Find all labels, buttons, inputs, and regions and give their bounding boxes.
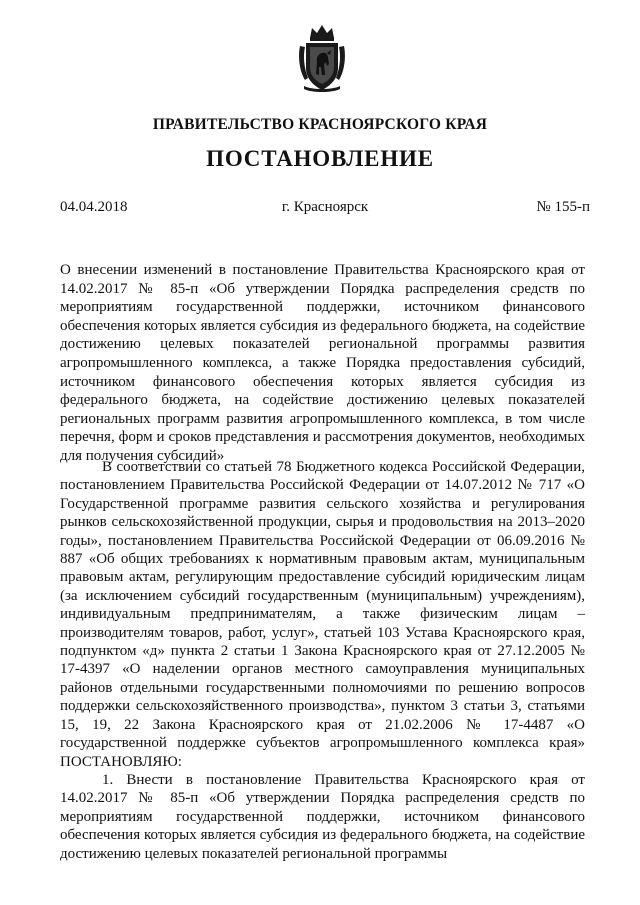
document-city: г. Красноярск [281,199,369,215]
coat-of-arms-icon [296,22,348,94]
preamble-paragraph: В соответствии со статьей 78 Бюджетного кодекса Российской Федерации, постановлением Правительства Российской Федерации от 14.07.2012 № 717 «О Государственной программе развития сельского хозяйства и регулирования рынков сельскохозяйственной продукции, сырья и продовольствия на 2013–2020 годы», постановлением Правительства Российской Федерации от 06.09.2016 № 887 «Об общих требованиях к нормативным правовым актам, муниципальным правовым актам, регулирующим предоставление субсидий юридическим лицам (за исключением субсидий государственным (муниципальным) учреждениям), индивидуальным предпринимателям, а также физическим лицам – производителям товаров, работ, услуг», статьей 103 Устава Красноярского края, подпунктом «д» пункта 2 статьи 1 Закона Красноярского края от 27.12.2005 № 17-4397 «О наделении органов местного самоуправления муниципальных районов отдельными государственными полномочиями по решению вопросов поддержки сельскохозяйственного производства», пунктом 3 статьи 3, статьями 15, 19, 22 Закона Красноярского края от 21.02.2006 № 17-4487 «О государственной поддержке субъектов агропромышленного комплекса края» ПОСТАНОВЛЯЮ: [60,459,585,770]
document-body [60,458,585,863]
document-date: 04.04.2018 [60,199,128,215]
document-type-title: ПОСТАНОВЛЕНИЕ [206,146,434,171]
government-name: ПРАВИТЕЛЬСТВО КРАСНОЯРСКОГО КРАЯ [152,116,488,133]
document-meta-row [60,199,590,219]
document-number: № 155-п [536,199,590,215]
document-subject: О внесении изменений в постановление Правительства Красноярского края от 14.02.2017 № 85-п «Об утверждении Порядка распределения средств по мероприятиям государственной поддержки, источником финансового обеспечения которых является субсидия из федерального бюджета, на содействие достижению целевых показателей региональной программы развития агропромышленного комплекса, а также Порядка предоставления субсидий, источником финансового обеспечения которых является субсидия из федерального бюджета, на содействие достижению целевых показателей региональных программ развития агропромышленного комплекса, в том числе перечня, форм и сроков представления и рассмотрения документов, необходимых для получения субсидий» [60,262,585,464]
item-1-paragraph: 1. Внести в постановление Правительства Красноярского края от 14.02.2017 № 85-п «Об утверждении Порядка распределения средств по мероприятиям государственной поддержки, источником финансового обеспечения которых является субсидия из федерального бюджета, на содействие достижению целевых показателей региональной программы [60,771,585,862]
